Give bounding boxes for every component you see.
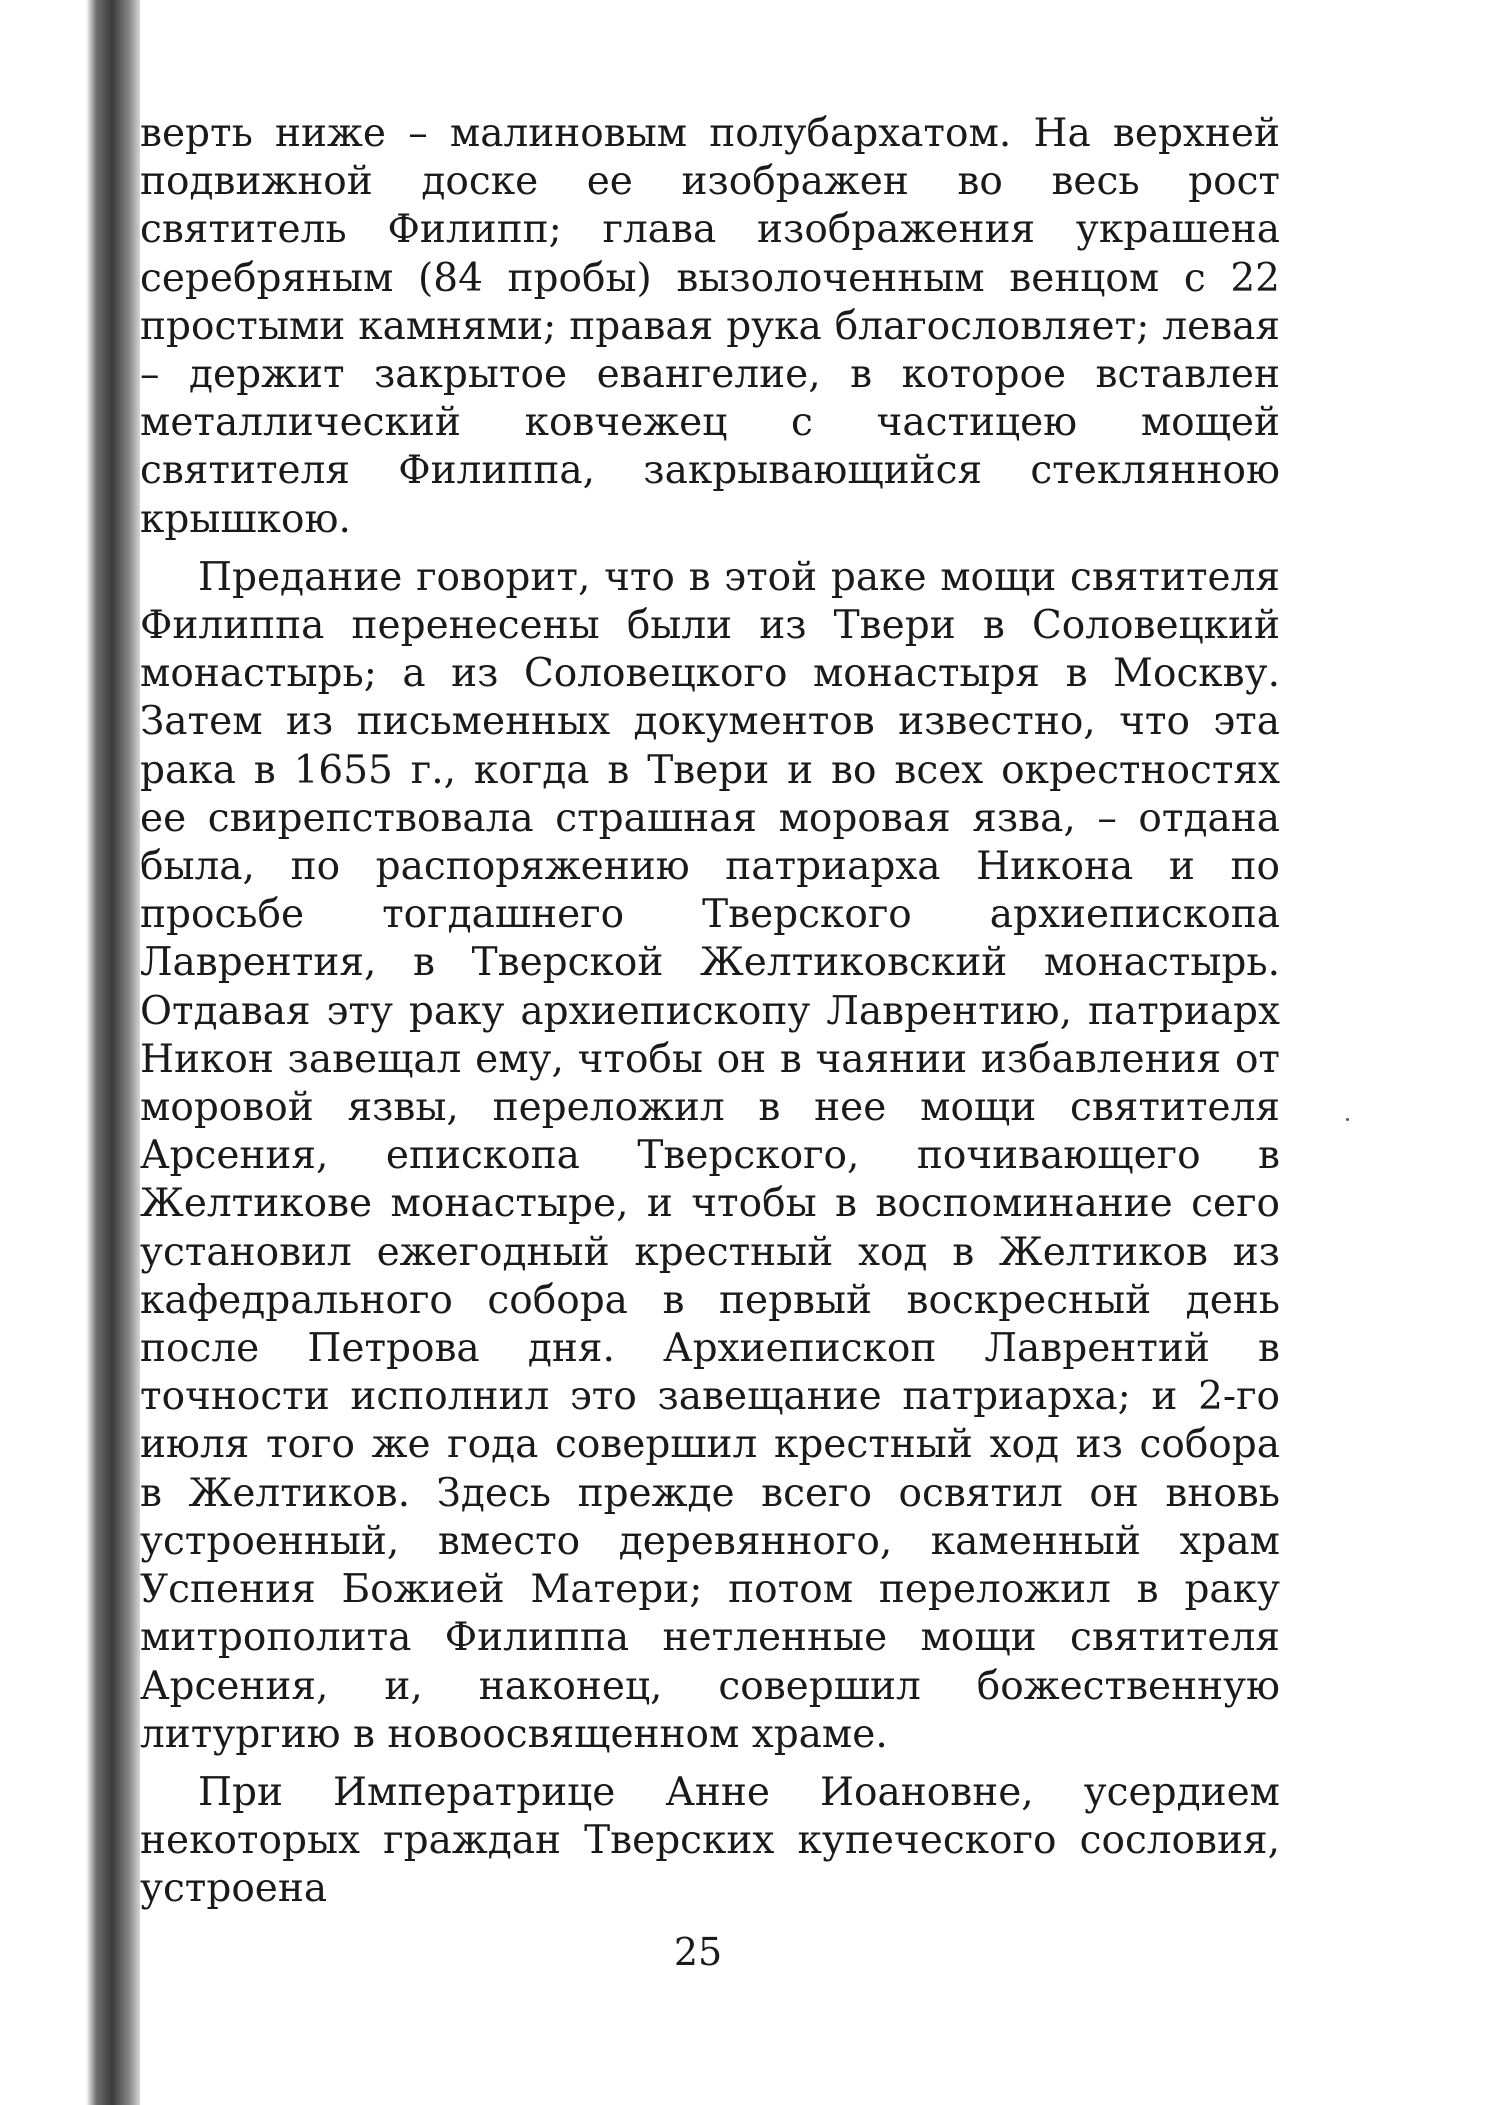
- paper-speck: [1346, 1118, 1349, 1121]
- book-binding-shadow: [86, 0, 144, 2105]
- paragraph-2: Предание говорит, что в этой раке мощи святителя Филиппа перенесены были из Твери в Соловецкий монастырь; а из Соловецкого монастыря в Москву. Затем из письменных документов известно, что эта рака в 1655 г., когда в Твери и во всех окрестностях ее свирепствовала страшная моровая язва, – отдана была, по распоряжению патриарха Никона и по просьбе тогдашнего Тверского архиепископа Лаврентия, в Тверской Желтиковский монастырь. Отдавая эту раку архиепископу Лаврентию, патриарх Никон завещал ему, чтобы он в чаянии избавления от моровой язвы, переложил в нее мощи святителя Арсения, епископа Тверского, почивающего в Желтикове монастыре, и чтобы в воспоминание сего установил ежегодный крестный ход в Желтиков из кафедрального собора в первый воскресный день после Петрова дня. Архиепископ Лаврентий в точности исполнил это завещание патриарха; и 2-го июля того же года совершил крестный ход из собора в Желтиков. Здесь прежде всего освятил он вновь устроенный, вместо деревянного, каменный храм Успения Божией Матери; потом переложил в раку митрополита Филиппа нетленные мощи святителя Арсения, и, наконец, совершил божественную литургию в новоосвященном храме.: [140, 554, 1280, 1757]
- paragraph-3: При Императрице Анне Иоановне, усердием некоторых граждан Тверских купеческого сословия, устроена: [140, 1769, 1280, 1912]
- body-text: [140, 110, 1280, 1914]
- page-number: 25: [673, 1930, 723, 1974]
- paragraph-1: верть ниже – малиновым полубархатом. На верхней подвижной доске ее изображен во весь рост святитель Филипп; глава изображения украшена серебряным (84 пробы) вызолоченным венцом с 22 простыми камнями; правая рука благословляет; левая – держит закрытое евангелие, в которое вставлен металлический ковчежец с частицею мощей святителя Филиппа, закрывающийся стеклянною крышкою.: [140, 111, 1280, 542]
